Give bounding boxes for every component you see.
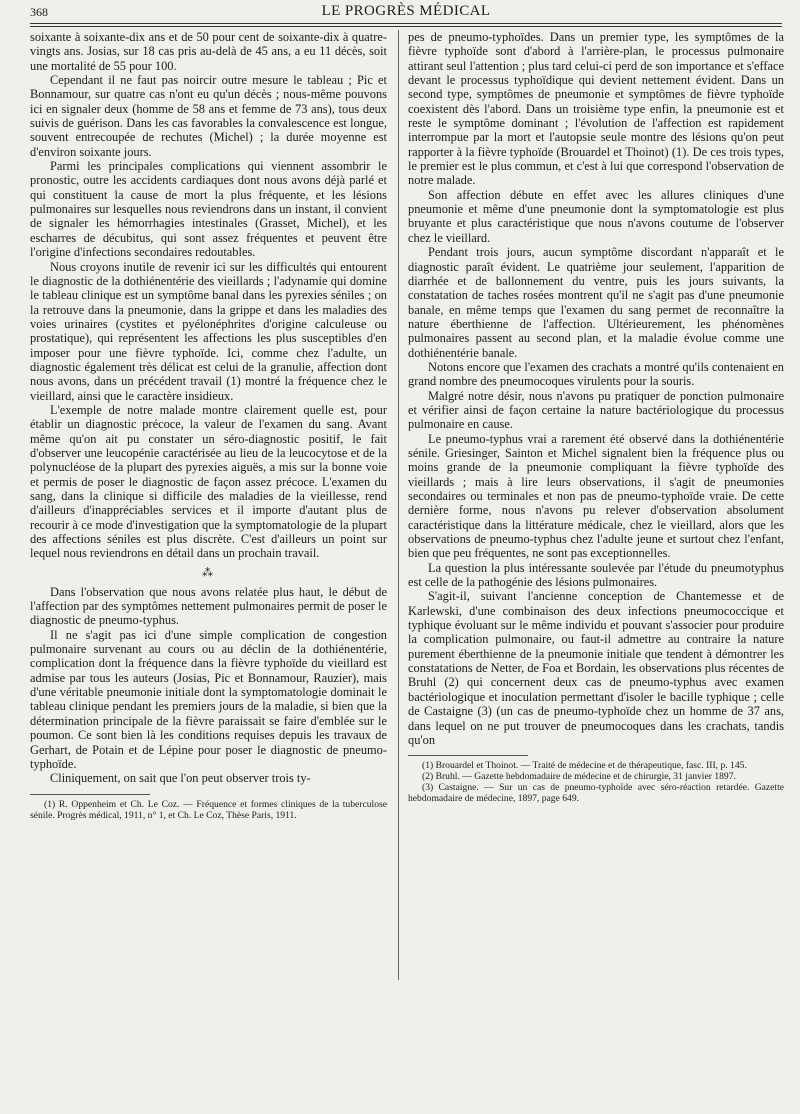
section-separator: ⁂ xyxy=(202,566,215,579)
running-title: LE PROGRÈS MÉDICAL xyxy=(321,3,491,19)
paragraph: L'exemple de notre malade montre clairement quelle est, pour établir un diagnostic précoce, la valeur de l'examen du sang. Avant même qu'on ait pu constater un séro-diagnostic positif, le fait d'observer une leucopénie caractérisée au lieu de la leucocytose et de la polynucléose de la plupart des pyrexies aiguës, a mis sur la bonne voie et permis de poser le diagnostic de façon assez précoce. L'examen du sang, dans la clinique si difficile des maladies de la vieillesse, rend d'ailleurs d'inappréciables services et il importe d'autant plus de recourir à ce mode d'investigation que la symptomatologie de la plupart des affections séniles est plus discrète. C'est d'ailleurs un point sur lequel nous reviendrons en détail dans un prochain travail. xyxy=(30,402,387,561)
paragraph: Malgré notre désir, nous n'avons pu pratiquer de ponction pulmonaire et vérifier ainsi de façon certaine la nature bactériologique du processus pulmonaire en cause. xyxy=(408,388,784,432)
footnote-rule xyxy=(30,794,150,795)
paragraph: Nous croyons inutile de revenir ici sur les difficultés qui entourent le diagnostic de la dothiénentérie des vieillards ; l'adynamie qui domine le tableau clinique est un symptôme banal dans les pyrexies séniles ; on la retrouve dans la pneumonie, dans la grippe et dans les maladies des voies urinaires (cystites et pyélonéphrites d'origine calculeuse ou prostatique), qui représentent les affections les plus susceptibles d'en imposer pour une fièvre typhoïde. Ici, comme chez l'adulte, un diagnostic également très délicat est celui de la granulie, affection dont nous avons, dans un précédent travail (1) montré la fréquence chez le vieillard, ainsi que le caractère insidieux. xyxy=(30,259,387,403)
footnotes-left xyxy=(30,799,387,821)
paragraph: Dans l'observation que nous avons relatée plus haut, le début de l'affection par des symptômes nettement pulmonaires permit de poser le diagnostic de pneumo-typhus. xyxy=(30,584,387,628)
footnotes-right xyxy=(408,760,784,804)
footnote: (1) Brouardel et Thoinot. — Traité de médecine et de thérapeutique, fasc. III, p. 145. xyxy=(422,760,747,772)
header-rule-double xyxy=(30,26,782,27)
footnote-rule xyxy=(408,755,528,756)
footnote: (2) Bruhl. — Gazette hebdomadaire de médecine et de chirurgie, 31 janvier 1897. xyxy=(422,771,736,783)
page-number: 368 xyxy=(30,5,48,19)
header-rule xyxy=(30,23,782,24)
paragraph: S'agit-il, suivant l'ancienne conception de Chantemesse et de Karlewski, d'une combinaison des deux infections pneumococcique et typhique évoluant sur le même individu et pouvant s'associer pour produire la complication pulmonaire, ou faut-il admettre au contraire la nature purement éberthienne de la pneumonie initiale que tendent à démontrer les constatations de Netter, de Foa et Bordain, les observations plus récentes de Bruhl (2) qui concernent deux cas de pneumo-typhus avec examen bactériologique et inoculation permettant d'isoler le bacille typhique ; celle de Castaigne (3) (un cas de pneumo-typhoïde chez un homme de 37 ans, dans lequel on ne put trouver de pneumocoques dans les crachats, tandis qu'on xyxy=(408,589,784,747)
paragraph: Parmi les principales complications qui viennent assombrir le pronostic, outre les accidents cardiaques dont nous avons déjà parlé et qui constituent la cause de mort la plus fréquente, et les lésions pulmonaires sur lesquelles nous reviendrons dans un instant, il convient de signaler les hémorrhagies intestinales (Grasset, Michel), et les escharres de décubitus, qui sont assez fréquentes et peuvent être l'origine d'infections secondaires redoutables. xyxy=(30,159,387,260)
footnote: (1) R. Oppenheim et Ch. Le Coz. — Fréquence et formes cliniques de la tuberculose sénile. Progrès médical, 1911, n° 1, et Ch. Le Coz, Thèse Paris, 1911. xyxy=(30,798,387,821)
paragraph: Pendant trois jours, aucun symptôme discordant n'apparaît et le diagnostic paraît évident. Le quatrième jour seulement, l'apparition de diarrhée et de ballonnement du ventre, puis les jours suivants, la constatation de taches rosées montrent qu'il ne s'agit pas d'une pneumonie banale, en même temps que l'examen du sang permet de reconnaître la nature éberthienne de l'affection. Ultérieurement, les phénomènes pulmonaires passent au second plan, et la maladie évolue comme une dothiénentérie banale. xyxy=(408,245,784,360)
page-header xyxy=(30,2,782,22)
paragraph: Notons encore que l'examen des crachats a montré qu'ils contenaient en grand nombre des pneumocoques virulents pour la souris. xyxy=(408,359,784,389)
paragraph: Son affection débute en effet avec les allures cliniques d'une pneumonie et même d'une pneumonie dont la symptomatologie est plus bruyante et plus caractéristique que nous n'avons coutume de l'observer chez le vieillard. xyxy=(408,187,784,245)
paragraph: Cliniquement, on sait que l'on peut observer trois ty- xyxy=(50,771,311,786)
paragraph: La question la plus intéressante soulevée par l'étude du pneumotyphus est celle de la pathogénie des lésions pulmonaires. xyxy=(408,560,784,590)
right-column xyxy=(408,30,784,804)
paragraph: Le pneumo-typhus vrai a rarement été observé dans la dothiénentérie sénile. Griesinger, Sainton et Michel signalent bien la fréquence plus ou moins grande de la pneumonie compliquant la fièvre typhoïde des vieillards ; mais à lire leurs observations, il s'agit de pneumonies secondaires ou terminales et non pas de pneumo-typhoïde vraie. De cette dernière forme, nous n'avons pu relever d'observation absolument caractéristique dans la littérature médicale, chez le vieillard, alors que les observations de pneumo-typhus chez l'adulte jeune et surtout chez l'enfant, bien que peu fréquentes, ne sont pas exceptionnelles. xyxy=(408,431,784,561)
left-column xyxy=(30,30,387,821)
column-divider xyxy=(398,30,399,980)
paragraph: soixante à soixante-dix ans et de 50 pour cent de soixante-dix à quatre-vingts ans. Josias, sur 18 cas pris au-delà de 45 ans, a eu 11 décès, soit une mortalité de 55 pour 100. xyxy=(30,30,387,73)
paragraph: pes de pneumo-typhoïdes. Dans un premier type, les symptômes de la fièvre typhoïde sont d'abord à l'arrière-plan, le processus pulmonaire attirant seul l'attention ; plus tard celui-ci perd de son importance et s'efface devant le processus typhoïdique qui devient nettement évident. Dans un second type, symptômes de pneumonie et symptômes de fièvre typhoïde coexistent dès l'abord. Dans un troisième type enfin, la pneumonie est et reste le symptôme dominant ; l'évolution de l'affection est rapidement interrompue par la mort et l'autopsie seule montre des lésions qu'on peut rapporter à la fièvre typhoïde (Brouardel et Thoinot) (1). De ces trois types, le premier est le plus commun, et c'est à lui que correspond l'observation de notre malade. xyxy=(408,30,784,188)
paragraph: Il ne s'agit pas ici d'une simple complication de congestion pulmonaire survenant au cours ou au déclin de la dothiénentérie, complication dont la fréquence dans la fièvre typhoïde du vieillard est admise par tous les auteurs (Josias, Pic et Bonnamour, Rauzier), mais d'une véritable pneumonie initiale dont la symptomatologie dominait le tableau clinique pendant les premiers jours de la maladie, si bien que la détermination principale de la fièvre paraissait se faire d'emblée sur le poumon. Ce sont bien là les conditions requises depuis les travaux de Gerhart, de Potain et de Lépine pour poser le diagnostic de pneumo-typhoïde. xyxy=(30,627,387,771)
footnote: (3) Castaigne. — Sur un cas de pneumo-typhoïde avec séro-réaction retardée. Gazette hebdomadaire de médecine, 1897, page 649. xyxy=(408,782,784,805)
paragraph: Cependant il ne faut pas noircir outre mesure le tableau ; Pic et Bonnamour, sur quatre cas n'ont eu qu'un décès ; nous-même pouvons ici en signaler deux (homme de 58 ans et femme de 73 ans), tous deux suivis de guérison. Dans les cas favorables la convalescence est longue, souvent entrecoupée de rechutes (Michel) ; la durée moyenne est d'environ soixante jours. xyxy=(30,73,387,159)
